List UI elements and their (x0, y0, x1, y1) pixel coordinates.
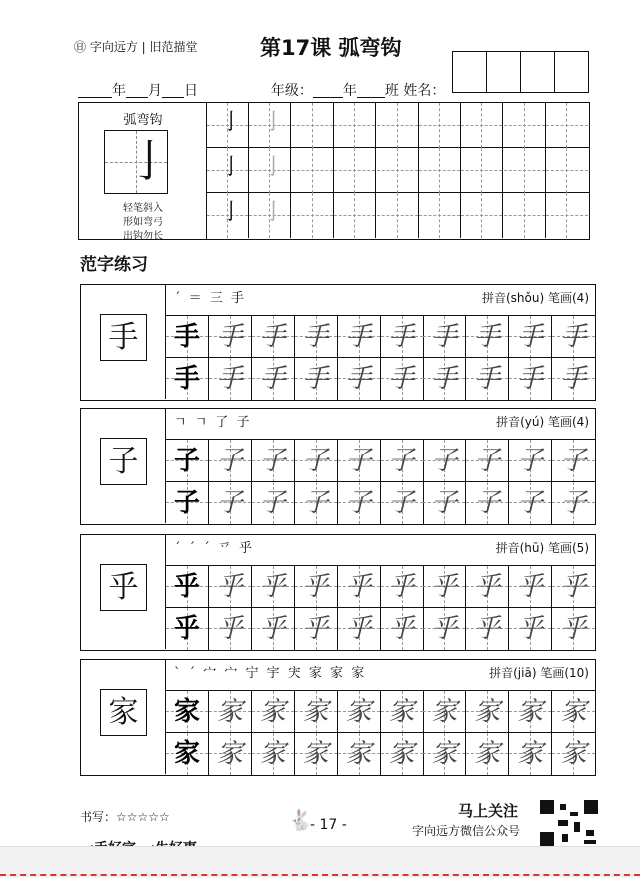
practice-cell[interactable] (423, 440, 466, 482)
stroke-demo-glyph: 亅 (127, 136, 171, 187)
page-number: - 17 - (310, 817, 347, 833)
stroke-practice-cell[interactable] (419, 148, 461, 193)
practice-cell[interactable] (338, 566, 381, 608)
practice-cell[interactable] (423, 316, 466, 358)
practice-cell[interactable] (338, 482, 381, 524)
practice-cell[interactable] (381, 691, 424, 733)
practice-row (166, 315, 595, 357)
practice-cell[interactable] (166, 733, 209, 775)
char-meta (496, 413, 589, 430)
practice-row (166, 357, 595, 399)
practice-cell[interactable] (552, 608, 595, 650)
practice-cell[interactable] (423, 691, 466, 733)
practice-cell[interactable] (338, 316, 381, 358)
practice-cell[interactable] (166, 691, 209, 733)
practice-cell[interactable] (423, 566, 466, 608)
handwritten-glyph: 乎 (431, 614, 458, 644)
practice-row (166, 732, 595, 774)
stroke-practice-cell[interactable] (504, 148, 546, 193)
handwritten-glyph: 手 (302, 322, 329, 352)
handwritten-glyph: 家 (560, 739, 587, 769)
practice-cell[interactable] (509, 691, 552, 733)
handwritten-glyph: 手 (216, 364, 243, 394)
model-glyph: 子 (173, 488, 200, 518)
handwritten-glyph: 家 (345, 697, 372, 727)
handwritten-glyph: 乎 (302, 614, 329, 644)
practice-cell[interactable] (209, 316, 252, 358)
practice-cell[interactable] (338, 358, 381, 400)
handwritten-glyph: 子 (431, 488, 458, 518)
year-label: 年 (112, 83, 126, 99)
practice-cell[interactable] (509, 358, 552, 400)
stroke-practice-cell[interactable] (419, 103, 461, 148)
practice-cell[interactable] (209, 440, 252, 482)
practice-cell[interactable] (252, 566, 295, 608)
cut-line (0, 874, 640, 876)
char-meta (496, 539, 589, 556)
handwritten-glyph: 乎 (216, 572, 243, 602)
handwritten-glyph: 家 (259, 697, 286, 727)
year-blank[interactable] (78, 84, 112, 98)
practice-cell[interactable] (252, 316, 295, 358)
practice-cell[interactable] (466, 608, 509, 650)
handwritten-glyph: 家 (474, 739, 501, 769)
practice-cell[interactable] (209, 482, 252, 524)
practice-cell[interactable] (552, 440, 595, 482)
stroke-glyph: 亅 (220, 200, 243, 225)
practice-cell[interactable] (295, 358, 338, 400)
practice-cell[interactable] (252, 733, 295, 775)
character-block (80, 659, 596, 776)
handwritten-glyph: 家 (302, 697, 329, 727)
practice-cell[interactable] (295, 608, 338, 650)
handwritten-glyph: 家 (474, 697, 501, 727)
handwritten-glyph: 家 (216, 697, 243, 727)
stroke-practice-cell[interactable] (461, 148, 503, 193)
follow-title: 马上关注 (458, 802, 519, 820)
stroke-practice-cell[interactable] (546, 193, 588, 238)
practice-row (166, 481, 595, 523)
char-meta (482, 289, 589, 306)
qr-code-icon[interactable] (540, 800, 598, 846)
handwritten-glyph: 家 (302, 739, 329, 769)
model-character: 手 (100, 314, 147, 361)
practice-cell[interactable] (295, 566, 338, 608)
handwritten-glyph: 手 (388, 322, 415, 352)
practice-cell[interactable] (423, 608, 466, 650)
practice-cell[interactable] (423, 482, 466, 524)
stroke-practice-cell[interactable] (249, 193, 291, 238)
name-boxes[interactable] (453, 51, 589, 93)
handwritten-glyph: 手 (431, 322, 458, 352)
name-box[interactable] (520, 51, 555, 93)
handwritten-glyph: 子 (302, 488, 329, 518)
practice-cell[interactable] (381, 482, 424, 524)
stroke-order: ˊ ˊ ˊ 乊 乎 (174, 541, 255, 556)
day-blank[interactable] (162, 84, 184, 98)
handwritten-glyph: 乎 (345, 614, 372, 644)
practice-cell[interactable] (166, 316, 209, 358)
model-panel (81, 660, 166, 774)
stroke-practice-box (78, 102, 590, 240)
strokes-label: 笔画 (547, 415, 572, 429)
handwritten-glyph: 手 (259, 364, 286, 394)
handwritten-glyph: 家 (431, 697, 458, 727)
practice-cell[interactable] (338, 691, 381, 733)
strokes-label: 笔画 (547, 291, 572, 305)
handwritten-glyph: 手 (474, 322, 501, 352)
lesson-title: 第17课 弧弯钩 (260, 36, 402, 60)
pinyin: (yú) (520, 415, 545, 429)
practice-row (166, 565, 595, 607)
practice-cell[interactable] (509, 316, 552, 358)
practice-cell[interactable] (509, 440, 552, 482)
practice-cell[interactable] (381, 733, 424, 775)
stroke-count: (4) (572, 291, 589, 305)
name-box[interactable] (452, 51, 487, 93)
handwritten-glyph: 乎 (560, 572, 587, 602)
stroke-practice-cell[interactable] (249, 103, 291, 148)
name-box[interactable] (554, 51, 589, 93)
stroke-practice-cell[interactable] (461, 103, 503, 148)
handwritten-glyph: 乎 (431, 572, 458, 602)
pinyin-label: 拼音 (495, 541, 520, 555)
handwritten-glyph: 乎 (259, 572, 286, 602)
rabbit-icon: 🐇 (288, 808, 313, 832)
practice-cell[interactable] (381, 608, 424, 650)
stroke-row (207, 103, 589, 148)
practice-cell[interactable] (552, 482, 595, 524)
stroke-tip: 轻笔斜入 (123, 203, 163, 214)
handwritten-glyph: 子 (302, 446, 329, 476)
stroke-tip: 形如弯弓 (123, 217, 163, 228)
practice-cell[interactable] (295, 733, 338, 775)
model-panel (81, 535, 166, 649)
practice-cell[interactable] (423, 733, 466, 775)
strokes-label: 笔画 (547, 541, 572, 555)
model-glyph: 乎 (173, 572, 200, 602)
practice-cell[interactable] (252, 691, 295, 733)
practice-cell[interactable] (209, 358, 252, 400)
handwritten-glyph: 乎 (259, 614, 286, 644)
handwritten-glyph: 手 (216, 322, 243, 352)
handwritten-glyph: 子 (216, 446, 243, 476)
writing-rating: 书写：☆☆☆☆☆ (80, 810, 170, 824)
handwritten-glyph: 乎 (474, 614, 501, 644)
handwritten-glyph: 子 (560, 446, 587, 476)
handwritten-glyph: 子 (560, 488, 587, 518)
practice-cell[interactable] (509, 608, 552, 650)
day-label: 日 (184, 83, 198, 99)
stroke-practice-cell[interactable] (334, 193, 376, 238)
handwritten-glyph: 手 (560, 322, 587, 352)
stroke-glyph: 亅 (220, 155, 243, 180)
practice-cell[interactable] (509, 482, 552, 524)
stroke-order: ˋ ˊ 宀 宀 宁 宇 宊 家 家 家 (174, 666, 367, 681)
stroke-order: ˊ ＝ 三 手 (174, 291, 246, 306)
model-panel (81, 285, 166, 399)
practice-cell[interactable] (209, 733, 252, 775)
character-block (80, 284, 596, 401)
stroke-practice-cell[interactable] (377, 193, 419, 238)
stroke-demo-panel (79, 103, 207, 242)
practice-cell[interactable] (423, 358, 466, 400)
handwritten-glyph: 手 (517, 364, 544, 394)
practice-cell[interactable] (295, 691, 338, 733)
handwritten-glyph: 子 (388, 488, 415, 518)
practice-cell[interactable] (252, 482, 295, 524)
stroke-order: ㄱ ㄱ 了 子 (174, 415, 252, 430)
handwritten-glyph: 家 (388, 739, 415, 769)
stroke-practice-cell[interactable] (377, 148, 419, 193)
practice-cell[interactable] (552, 566, 595, 608)
handwritten-glyph: 手 (259, 322, 286, 352)
stroke-practice-cell[interactable] (207, 193, 249, 238)
practice-cell[interactable] (552, 358, 595, 400)
stroke-practice-cell[interactable] (461, 193, 503, 238)
practice-cell[interactable] (466, 566, 509, 608)
stroke-practice-cell[interactable] (292, 103, 334, 148)
practice-cell[interactable] (338, 733, 381, 775)
handwritten-glyph: 手 (345, 364, 372, 394)
handwritten-glyph: 子 (345, 488, 372, 518)
month-blank[interactable] (126, 84, 148, 98)
handwritten-glyph: 乎 (560, 614, 587, 644)
handwritten-glyph: 手 (431, 364, 458, 394)
stroke-count: (4) (572, 415, 589, 429)
handwritten-glyph: 手 (560, 364, 587, 394)
name-box[interactable] (486, 51, 521, 93)
handwritten-glyph: 手 (517, 322, 544, 352)
stroke-practice-cell[interactable] (504, 103, 546, 148)
month-label: 月 (148, 83, 162, 99)
stroke-practice-grid[interactable] (207, 103, 589, 239)
class-name-label: 班 姓名： (384, 83, 446, 99)
practice-cell[interactable] (466, 482, 509, 524)
practice-cell[interactable] (166, 608, 209, 650)
practice-cell[interactable] (466, 440, 509, 482)
model-glyph: 手 (173, 322, 200, 352)
pinyin: (shǒu) (505, 291, 545, 305)
pinyin-label: 拼音 (489, 666, 514, 680)
stroke-practice-cell[interactable] (546, 148, 588, 193)
handwritten-glyph: 手 (388, 364, 415, 394)
practice-row (166, 607, 595, 649)
practice-cell[interactable] (466, 733, 509, 775)
stroke-glyph: 亅 (262, 200, 285, 225)
practice-cell[interactable] (466, 358, 509, 400)
practice-cell[interactable] (209, 608, 252, 650)
practice-cell[interactable] (381, 566, 424, 608)
model-glyph: 乎 (173, 614, 200, 644)
pinyin-label: 拼音 (481, 291, 506, 305)
handwritten-glyph: 子 (345, 446, 372, 476)
stroke-count: (5) (572, 541, 589, 555)
practice-cell[interactable] (166, 566, 209, 608)
handwritten-glyph: 手 (345, 322, 372, 352)
practice-cell[interactable] (552, 316, 595, 358)
stroke-practice-cell[interactable] (249, 148, 291, 193)
handwritten-glyph: 子 (259, 446, 286, 476)
practice-cell[interactable] (338, 440, 381, 482)
stroke-name: 弧弯钩 (123, 113, 163, 128)
handwritten-glyph: 家 (517, 697, 544, 727)
practice-cell[interactable] (466, 691, 509, 733)
handwritten-glyph: 家 (560, 697, 587, 727)
year2-label: 年 (342, 83, 357, 99)
practice-cell[interactable] (295, 482, 338, 524)
stroke-practice-cell[interactable] (207, 148, 249, 193)
stroke-demo-grid (104, 130, 171, 194)
stroke-practice-cell[interactable] (292, 148, 334, 193)
practice-cell[interactable] (509, 566, 552, 608)
pinyin: (jiā) (513, 666, 537, 680)
handwritten-glyph: 乎 (388, 572, 415, 602)
handwritten-glyph: 家 (345, 739, 372, 769)
grade-label: 年级： (270, 83, 313, 99)
stroke-practice-cell[interactable] (292, 193, 334, 238)
handwritten-glyph: 乎 (517, 572, 544, 602)
section-title: 范字练习 (80, 255, 148, 275)
handwritten-glyph: 乎 (388, 614, 415, 644)
handwritten-glyph: 乎 (345, 572, 372, 602)
handwritten-glyph: 子 (259, 488, 286, 518)
model-glyph: 家 (173, 697, 200, 727)
strokes-label: 笔画 (540, 666, 565, 680)
pinyin-label: 拼音 (496, 415, 521, 429)
stroke-practice-cell[interactable] (334, 103, 376, 148)
handwritten-glyph: 乎 (474, 572, 501, 602)
brand-logo: ㊐ 字向远方 | 旧范描堂 (74, 40, 198, 54)
character-block (80, 408, 596, 525)
stroke-row (207, 193, 589, 238)
practice-cell[interactable] (295, 440, 338, 482)
stroke-count: (10) (564, 666, 589, 680)
practice-cell[interactable] (552, 733, 595, 775)
handwritten-glyph: 子 (517, 488, 544, 518)
stroke-practice-cell[interactable] (377, 103, 419, 148)
handwritten-glyph: 子 (517, 446, 544, 476)
handwritten-glyph: 手 (474, 364, 501, 394)
handwritten-glyph: 乎 (216, 614, 243, 644)
stroke-practice-cell[interactable] (504, 193, 546, 238)
stroke-practice-cell[interactable] (546, 103, 588, 148)
char-meta (489, 664, 589, 681)
model-glyph: 子 (173, 446, 200, 476)
practice-cell[interactable] (209, 691, 252, 733)
handwritten-glyph: 子 (474, 488, 501, 518)
stroke-glyph: 亅 (262, 110, 285, 135)
handwritten-glyph: 家 (388, 697, 415, 727)
handwritten-glyph: 子 (388, 446, 415, 476)
practice-cell[interactable] (509, 733, 552, 775)
model-panel (81, 409, 166, 523)
practice-cell[interactable] (166, 482, 209, 524)
practice-cell[interactable] (381, 316, 424, 358)
practice-row (166, 690, 595, 732)
practice-cell[interactable] (252, 358, 295, 400)
stroke-practice-cell[interactable] (419, 193, 461, 238)
practice-cell[interactable] (209, 566, 252, 608)
handwritten-glyph: 乎 (517, 614, 544, 644)
practice-cell[interactable] (381, 440, 424, 482)
practice-row (166, 439, 595, 481)
handwritten-glyph: 子 (216, 488, 243, 518)
info-line (78, 80, 445, 100)
handwritten-glyph: 家 (431, 739, 458, 769)
practice-cell[interactable] (252, 440, 295, 482)
grade-blank[interactable] (313, 84, 343, 98)
pinyin: (hū) (519, 541, 545, 555)
character-block (80, 534, 596, 651)
practice-cell[interactable] (552, 691, 595, 733)
model-glyph: 手 (173, 364, 200, 394)
handwritten-glyph: 家 (517, 739, 544, 769)
stroke-glyph: 亅 (220, 110, 243, 135)
practice-cell[interactable] (338, 608, 381, 650)
handwritten-glyph: 乎 (302, 572, 329, 602)
practice-cell[interactable] (295, 316, 338, 358)
practice-cell[interactable] (166, 358, 209, 400)
model-character: 家 (100, 689, 147, 736)
follow-subtitle: 字向远方微信公众号 (412, 824, 521, 838)
handwritten-glyph: 子 (474, 446, 501, 476)
stroke-tip: 出钩勿长 (123, 231, 163, 242)
practice-cell[interactable] (466, 316, 509, 358)
model-glyph: 家 (173, 739, 200, 769)
stroke-glyph: 亅 (262, 155, 285, 180)
model-character: 子 (100, 438, 147, 485)
practice-cell[interactable] (166, 440, 209, 482)
practice-cell[interactable] (252, 608, 295, 650)
model-character: 乎 (100, 564, 147, 611)
handwritten-glyph: 家 (216, 739, 243, 769)
stroke-practice-cell[interactable] (334, 148, 376, 193)
stroke-row (207, 148, 589, 193)
stroke-practice-cell[interactable] (207, 103, 249, 148)
class-blank[interactable] (357, 84, 385, 98)
handwritten-glyph: 子 (431, 446, 458, 476)
handwritten-glyph: 手 (302, 364, 329, 394)
handwritten-glyph: 家 (259, 739, 286, 769)
practice-cell[interactable] (381, 358, 424, 400)
